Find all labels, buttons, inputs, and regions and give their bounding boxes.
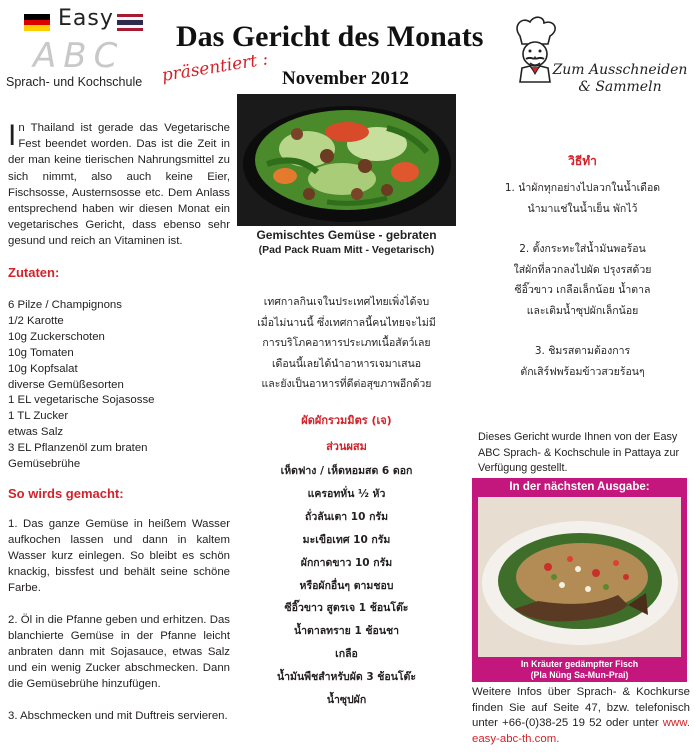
thai-method-line: 1. นำผักทุกอย่างไปลวกในน้ำเดือด [504, 182, 661, 194]
thai-intro-line: และยังเป็นอาหารที่ดีต่อสุขภาพอีกด้วย [261, 378, 432, 391]
list-item: 1/2 Karotte [8, 314, 64, 327]
thai-method-line: ใส่ผักที่ลวกลงไปผัด ปรุงรสด้วย [513, 263, 652, 276]
list-item: แครอทหั่น ½ หัว [307, 487, 386, 500]
logo-easy: Easy [58, 6, 114, 31]
page-title: Das Gericht des Monats [176, 20, 484, 53]
list-item: น้ำซุปผัก [326, 694, 367, 707]
thai-ingredients-list [237, 460, 456, 712]
thai-intro-line: การบริโภคอาหารประเภทเนื้อสัตว์เลย [262, 337, 431, 350]
list-item: มะเขือเทศ 10 กรัม [302, 533, 391, 546]
next-dish-photo [478, 497, 681, 657]
dish-photo [237, 94, 456, 226]
list-item: 3 EL Pflanzenöl zum braten [8, 442, 148, 455]
list-item: etwas Salz [8, 426, 64, 439]
thai-method-steps [470, 178, 695, 402]
thai-method-line: และเติมน้ำซุปผักเล็กน้อย [526, 304, 639, 317]
thai-intro-line: เทศกาลกินเจในประเทศไทยเพิ่งได้จบ [263, 296, 430, 308]
list-item: 1 TL Zucker [8, 410, 69, 423]
thai-intro-line: เมื่อไม่นานนี้ ซึ่งเทศกาลนี้คนไทยจะไม่มี [257, 316, 436, 329]
thai-intro-line: เดือนนี้เลยได้นำอาหารเจมาเสนอ [271, 357, 422, 370]
thai-method-title: วิธีทำ [568, 154, 597, 168]
thai-method-line: นำมาแช่ในน้ำเย็น พักไว้ [527, 202, 638, 215]
list-item: น้ำมันพืชสำหรับผัด 3 ช้อนโต๊ะ [276, 671, 417, 684]
credit-note: Dieses Gericht wurde Ihnen von der Easy ABC Sprach- & Kochschule in Pattaya zur Verfügung gestellt. [478, 431, 680, 475]
list-item: น้ำตาลทราย 1 ช้อนชา [293, 625, 400, 638]
tagline-line-1: Zum Ausschneiden [552, 62, 688, 78]
method-heading: So wirds gemacht: [8, 486, 124, 501]
intro-paragraph [8, 120, 230, 250]
list-item: 10g Zuckerschoten [8, 330, 105, 343]
dish-caption: Gemischtes Gemüse - gebraten [256, 228, 437, 242]
method-steps [8, 516, 230, 740]
drop-cap: I [8, 119, 17, 152]
issue-month: November 2012 [282, 68, 409, 89]
more-info [472, 685, 690, 747]
list-item: เกลือ [335, 648, 358, 661]
method-step: 2. Öl in die Pfanne geben und erhitzen. Das blanchierte Gemüse in der Pfanne leicht anbraten dann mit Sojasauce, etwas Salz und ein wenig Zucker abschmecken. Dann die Gemüsebrühe hinzufügen. [8, 614, 230, 690]
ingredients-heading: Zutaten: [8, 265, 60, 280]
thai-dish-title: ผัดผักรวมมิตร (เจ) [301, 414, 392, 427]
next-dish-subcaption: (Pla Nüng Sa-Mun-Prai) [530, 670, 629, 680]
ingredients-list [8, 298, 230, 473]
flag-thailand-icon [117, 14, 143, 31]
thai-ingredients-title: ส่วนผสม [326, 440, 367, 453]
dish-subcaption: (Pad Pack Ruam Mitt - Vegetarisch) [258, 244, 435, 256]
list-item: ถั่วลันเตา 10 กรัม [304, 510, 388, 523]
next-dish-caption: In Kräuter gedämpfter Fisch [520, 659, 639, 669]
thai-method-line: 3. ชิมรสตามต้องการ [534, 345, 631, 357]
next-issue-title: In der nächsten Ausgabe: [509, 481, 650, 493]
method-step: 1. Das ganze Gemüse in heißem Wasser aufkochen lassen und dann in kaltem Wasser kurz einlegen. So bleibt es schön knackig, bissfest und behält seine schöne Farbe. [8, 518, 230, 594]
thai-method-step [470, 239, 695, 321]
logo-abc: ABC [33, 36, 125, 76]
list-item: diverse Gemüßesorten [8, 378, 124, 391]
tagline [548, 62, 692, 96]
list-item: 10g Tomaten [8, 346, 74, 359]
thai-method-step [470, 178, 695, 219]
school-name: Sprach- und Kochschule [6, 75, 143, 89]
website-link[interactable]: www. easy-abc-th.com. [472, 717, 690, 745]
thai-method-line: 2. ตั้งกระทะใส่น้ำมันพอร้อน [519, 243, 646, 255]
flag-germany-icon [24, 14, 50, 31]
presented-label: präsentiert : [160, 49, 270, 86]
intro-text: n Thailand ist gerade das Vegetarische Fest beendet worden. Das ist die Zeit in der man keine tierischen Nahrungsmittel zu sich nimmt, also auch keine Eier, Fischsosse, Austernsosse etc. Dem Anlass entsprechend haben wir diesen Monat ein vegetarisches Gericht, dass ebenso sehr gesund und reich an Vitaminen ist. [8, 122, 230, 248]
list-item: หรือผักอื่นๆ ตามชอบ [299, 579, 394, 592]
thai-method-line: ตักเสิร์ฟพร้อมข้าวสวยร้อนๆ [520, 365, 645, 378]
thai-method-step [470, 341, 695, 382]
list-item: Gemüsebrühe [8, 458, 81, 471]
list-item: เห็ดฟาง / เห็ดหอมสด 6 ดอก [280, 465, 413, 477]
list-item: ซีอิ๊วขาว สูตรเจ 1 ช้อนโต๊ะ [284, 602, 409, 615]
list-item: 1 EL vegetarische Sojasosse [8, 394, 155, 407]
list-item: 6 Pilze / Champignons [8, 299, 122, 311]
more-info-text: Weitere Infos über Sprach- & Kochkurse finden Sie auf Seite 47, bzw. telefonisch unter +66-(0)38-25 19 52 oder unter [472, 686, 690, 730]
thai-intro [237, 292, 456, 395]
list-item: 10g Kopfsalat [8, 362, 78, 375]
tagline-line-2: & Sammeln [578, 79, 662, 95]
method-step: 3. Abschmecken und mit Duftreis servieren. [8, 710, 228, 722]
list-item: ผักกาดขาว 10 กรัม [300, 556, 393, 569]
thai-method-line: ซีอิ๊วขาว เกลือเล็กน้อย น้ำตาล [514, 284, 651, 296]
